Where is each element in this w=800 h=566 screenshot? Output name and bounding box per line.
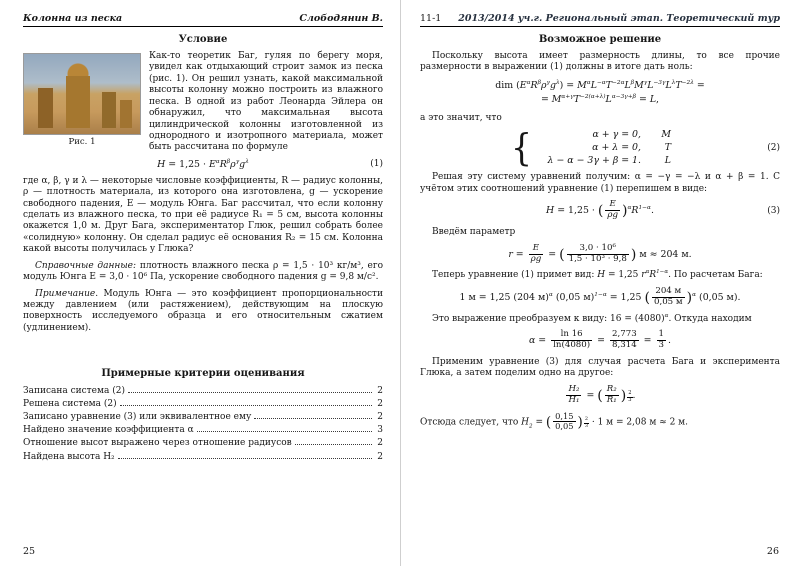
note-text: Модуль Юнга — это коэффициент пропорциональности между давлением (или растяжением), действующим на плоскую поверхность исследуемого образца и его относительным сжатием (удлинением). <box>23 288 383 333</box>
right-page-header <box>420 13 780 24</box>
criteria-row <box>23 451 383 463</box>
height-ratio-equation <box>420 385 780 406</box>
criteria-row <box>23 425 383 437</box>
dimension-equation-line-2: = $M^{\alpha+\gamma}T^{-2(\alpha+\lambda)}L^{\alpha-3\gamma+\beta} = L$, <box>540 93 660 105</box>
system-line <box>537 155 671 166</box>
criteria-row <box>23 398 383 410</box>
header-rule <box>420 26 780 27</box>
grading-criteria-section <box>23 368 383 463</box>
equation-2-number: (2) <box>767 142 780 153</box>
criteria-points: 2 <box>377 398 383 409</box>
equation-3-body: H = 1,25 · ( $\frac{E}{\rho g}$ )$^\alpha R^{1-\alpha}$. <box>546 199 654 221</box>
section-heading-criteria: Примерные критерии оценивания <box>101 368 305 380</box>
solution-paragraph-8: Отсюда следует, что $H_2$ = ( $\frac{0,15}{0,05}$ ) $\frac{2}{3}$ · 1 м = 2,08 м ≈ 2 м. <box>420 410 689 432</box>
bag-calculation-body: 1 м = 1,25 (204 м)$^\alpha$ (0,05 м)$^{1-\alpha}$ = 1,25 ( 204 м 0,05 м )$^\alpha$ (0,05 м). <box>459 285 741 307</box>
dotted-leader <box>254 412 372 419</box>
dotted-leader <box>128 385 372 392</box>
criteria-points: 2 <box>377 451 383 462</box>
height-ratio-body: $\frac{\text{H₂}}{\text{H₁}}$ = ( $\frac{\text{R₂}}{\text{R₁}}$ ) $\frac{2}{3}$ . <box>568 383 636 405</box>
solution-paragraph-3: Решая эту систему уравнений получим: α = −γ = −λ и α + β = 1. С учётом этих соотношений уравнение (1) перепишем в виде: <box>420 172 780 194</box>
criteria-row <box>23 385 383 397</box>
criteria-label: Отношение высот выражено через отношение радиусов <box>23 438 292 449</box>
criteria-label: Найдено значение коэффициента α <box>23 425 194 436</box>
solution-paragraph-5: Теперь уравнение (1) примет вид: H = 1,25 $r^\alpha R^{1-\alpha}$. По расчетам Бага: <box>432 269 763 281</box>
dotted-leader <box>118 451 372 458</box>
equation-1-number: (1) <box>370 159 383 170</box>
problem-paragraph-1: Как-то теоретик Баг, гуляя по берегу моря, увидел как отдыхающий строит замок из песка (рис. 1). Он решил узнать, какой максимальной высоты колонну можно построить из влажного песка. В одной из работ Леонарда Эйлера он обнаружил, что максимальная высота цилиндрической колонны изготовленной из однородного и изотропного материала, может быть рассчитана по формуле <box>149 51 383 153</box>
article-author: Слободянин В. <box>299 13 383 24</box>
criteria-row <box>23 438 383 450</box>
equation-system-2: { α + γ = 0, M α + λ = 0, T λ − α − 3γ + β = 1. L (2) <box>511 125 780 170</box>
dimension-letter: M <box>661 129 671 141</box>
alpha-equation-body: α = $\frac{\ln 16}{\ln(4080)}$ = $\frac{2,773}{8,314}$ = $\frac{1}{3}$ . <box>528 329 671 351</box>
equation-3 <box>420 200 780 221</box>
sandcastle-photo <box>23 53 141 135</box>
figure-1-caption: Рис. 1 <box>68 137 96 147</box>
figure-1 <box>23 53 141 147</box>
section-heading-condition: Условие <box>178 34 228 45</box>
criteria-label: Записана система (2) <box>23 385 125 396</box>
parameter-equation-body: r = $\frac{E}{\rho g}$ = ( $\frac{\text{3,0 · 10⁶}}{\text{1,5 · 10³ · 9,8}}$ ) м ≈ 204 м. <box>508 242 692 264</box>
criteria-points: 2 <box>377 385 383 396</box>
problem-code: 11-1 <box>420 13 442 24</box>
system-equation: α + λ = 0, <box>592 142 641 154</box>
equation-1-body: $H = 1,25 \cdot E^\alpha R^\beta\rho^\gamma g^\lambda$ <box>157 158 249 170</box>
dimension-equation-line-1: dim $(E^\alpha R^\beta\rho^\gamma g^\lambda) = M^\alpha L^{-\alpha}T^{-2\alpha}L^\beta M^\gamma L^{-3\gamma}L^\lambda T^{-2\lambda}$ = <box>495 79 705 91</box>
left-page-header <box>23 13 383 24</box>
dimension-letter: T <box>664 142 671 154</box>
dotted-leader <box>197 425 372 432</box>
dotted-leader <box>120 398 372 405</box>
solution-paragraph-7: Применим уравнение (3) для случая расчета Бага и эксперимента Глюка, а затем поделим одно на другое: <box>420 356 780 379</box>
reference-data-label: Справочные данные: <box>35 260 137 271</box>
solution-paragraph-2: а это значит, что <box>420 113 502 124</box>
olympiad-header-title: 2013/2014 уч.г. Региональный этап. Теоретический тур <box>458 13 780 24</box>
system-equations <box>537 129 671 166</box>
criteria-label: Решена система (2) <box>23 398 117 409</box>
parameter-equation <box>420 244 780 265</box>
equation-3-number: (3) <box>767 205 780 216</box>
equation-1 <box>23 159 383 170</box>
header-rule <box>23 26 383 27</box>
alpha-equation <box>420 330 780 351</box>
page-number-left: 25 <box>23 546 36 557</box>
dimension-equation <box>420 79 780 107</box>
page-right <box>400 0 800 566</box>
solution-paragraph-1: Поскольку высота имеет размерность длины, то все прочие размерности в выражении (1) должны в итоге дать ноль: <box>420 51 780 73</box>
note-paragraph <box>23 289 383 335</box>
bag-calculation-equation <box>420 287 780 308</box>
article-title: Колонна из песка <box>23 13 123 24</box>
criteria-points: 2 <box>377 438 383 449</box>
solution-paragraph-4: Введём параметр <box>432 227 516 238</box>
criteria-points: 2 <box>377 412 383 423</box>
criteria-points: 3 <box>377 425 383 436</box>
criteria-label: Записано уравнение (3) или эквивалентное ему <box>23 412 252 423</box>
criteria-label: Найдена высота H₂ <box>23 451 115 462</box>
reference-data-text: плотность влажного песка ρ = 1,5 · 10³ кг/м³, его модуль Юнга E = 3,0 · 10⁶ Па, ускорение свободного падения g = 9,8 м/с². <box>23 260 383 283</box>
dotted-leader <box>295 438 372 445</box>
dimension-letter: L <box>664 155 671 167</box>
criteria-row <box>23 412 383 424</box>
problem-paragraph-2: где α, β, γ и λ — некоторые числовые коэффициенты, R — радиус колонны, ρ — плотность материала, из которого она изготовлена, g — ускорение свободного падения, E — модуль Юнга. Баг рассчитал, что если колонну сделать из влажного песка, то при её радиусе R₁ = 5 см, высота колонны окажется 1,0 м. Друг Бага, экспериментатор Глюк, решил собрать более «солидную» колонну. Он сделал радиус её основания R₂ = 15 см. Колонна какой высоты получилась у Глюка? <box>23 175 383 255</box>
system-equation: λ − α − 3γ + β = 1. <box>547 155 641 167</box>
reference-data-paragraph <box>23 261 383 284</box>
solution-paragraph-6: Это выражение преобразуем к виду: $16 = (4080)^\alpha$. Откуда находим <box>432 312 752 324</box>
section-heading-solution: Возможное решение <box>538 34 662 45</box>
system-equation: α + γ = 0, <box>592 129 641 141</box>
page-number-right: 26 <box>766 546 779 557</box>
system-line <box>537 142 671 153</box>
note-label: Примечание. <box>35 288 99 299</box>
system-line <box>537 129 671 140</box>
